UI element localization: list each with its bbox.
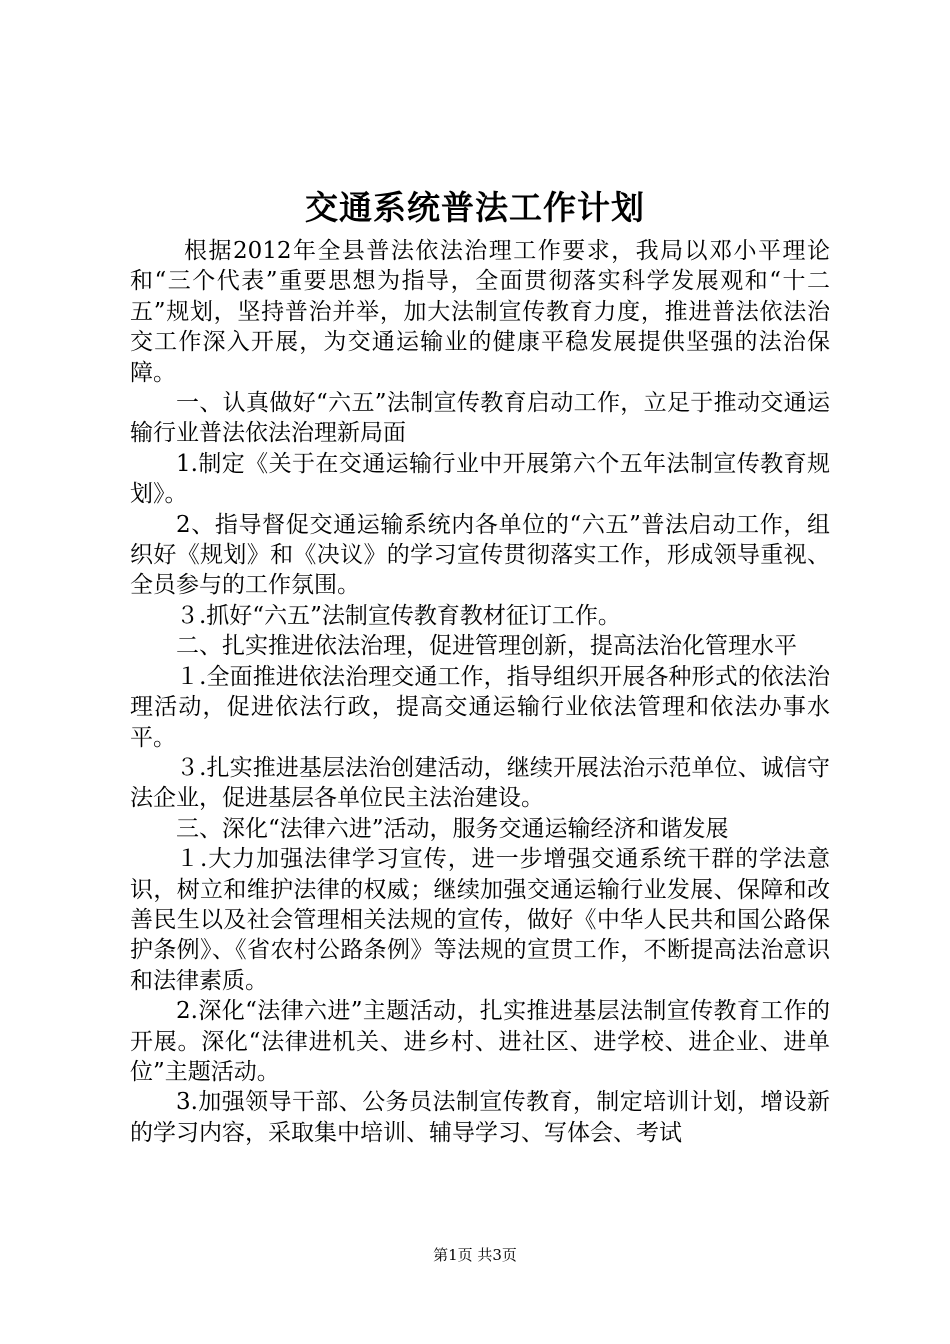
- paragraph-intro: 根据2012年全县普法依法治理工作要求，我局以邓小平理论和“三个代表”重要思想为指导，全面贯彻落实科学发展观和“十二五”规划，坚持普治并举，加大法制宣传教育力度，推进普法依法治交工作深入开展，为交通运输业的健康平稳发展提供坚强的法治保障。: [130, 238, 830, 386]
- paragraph-item: 2、指导督促交通运输系统内各单位的“六五”普法启动工作，组织好《规划》和《决议》的学习宣传贯彻落实工作，形成领导重视、全员参与的工作氛围。: [130, 511, 830, 599]
- document-title: 交通系统普法工作计划: [305, 188, 645, 227]
- section-heading-1: 一、认真做好“六五”法制宣传教育启动工作，立足于推动交通运输行业普法依法治理新局面: [130, 390, 830, 447]
- paragraph-item: 1.制定《关于在交通运输行业中开展第六个五年法制宣传教育规划》。: [130, 450, 830, 508]
- paragraph-item: 3.加强领导干部、公务员法制宣传教育，制定培训计划，增设新的学习内容，采取集中培训、辅导学习、写体会、考试: [130, 1089, 830, 1146]
- page-footer: 第1页 共3页: [433, 1246, 517, 1264]
- section-heading-2: 二、扎实推进依法治理，促进管理创新，提高法治化管理水平: [176, 633, 797, 660]
- section-heading-3: 三、深化“法律六进”活动，服务交通运输经济和谐发展: [176, 815, 729, 842]
- paragraph-item: １.全面推进依法治理交通工作，指导组织开展各种形式的依法治理活动，促进依法行政，提高交通运输行业依法管理和依法办事水平。: [130, 663, 830, 751]
- paragraph-item: 2.深化“法律六进”主题活动，扎实推进基层法制宣传教育工作的开展。深化“法律进机关、进乡村、进社区、进学校、进企业、进单位”主题活动。: [130, 998, 830, 1085]
- paragraph-item: ３.抓好“六五”法制宣传教育教材征订工作。: [176, 602, 621, 629]
- document-body: [130, 236, 830, 1148]
- paragraph-item: １.大力加强法律学习宣传，进一步增强交通系统干群的学法意识，树立和维护法律的权威；继续加强交通运输行业发展、保障和改善民生以及社会管理相关法规的宣传，做好《中华人民共和国公路保护条例》、《省农村公路条例》等法规的宣贯工作，不断提高法治意识和法律素质。: [130, 846, 830, 994]
- paragraph-item: ３.扎实推进基层法治创建活动，继续开展法治示范单位、诚信守法企业，促进基层各单位民主法治建设。: [130, 754, 830, 812]
